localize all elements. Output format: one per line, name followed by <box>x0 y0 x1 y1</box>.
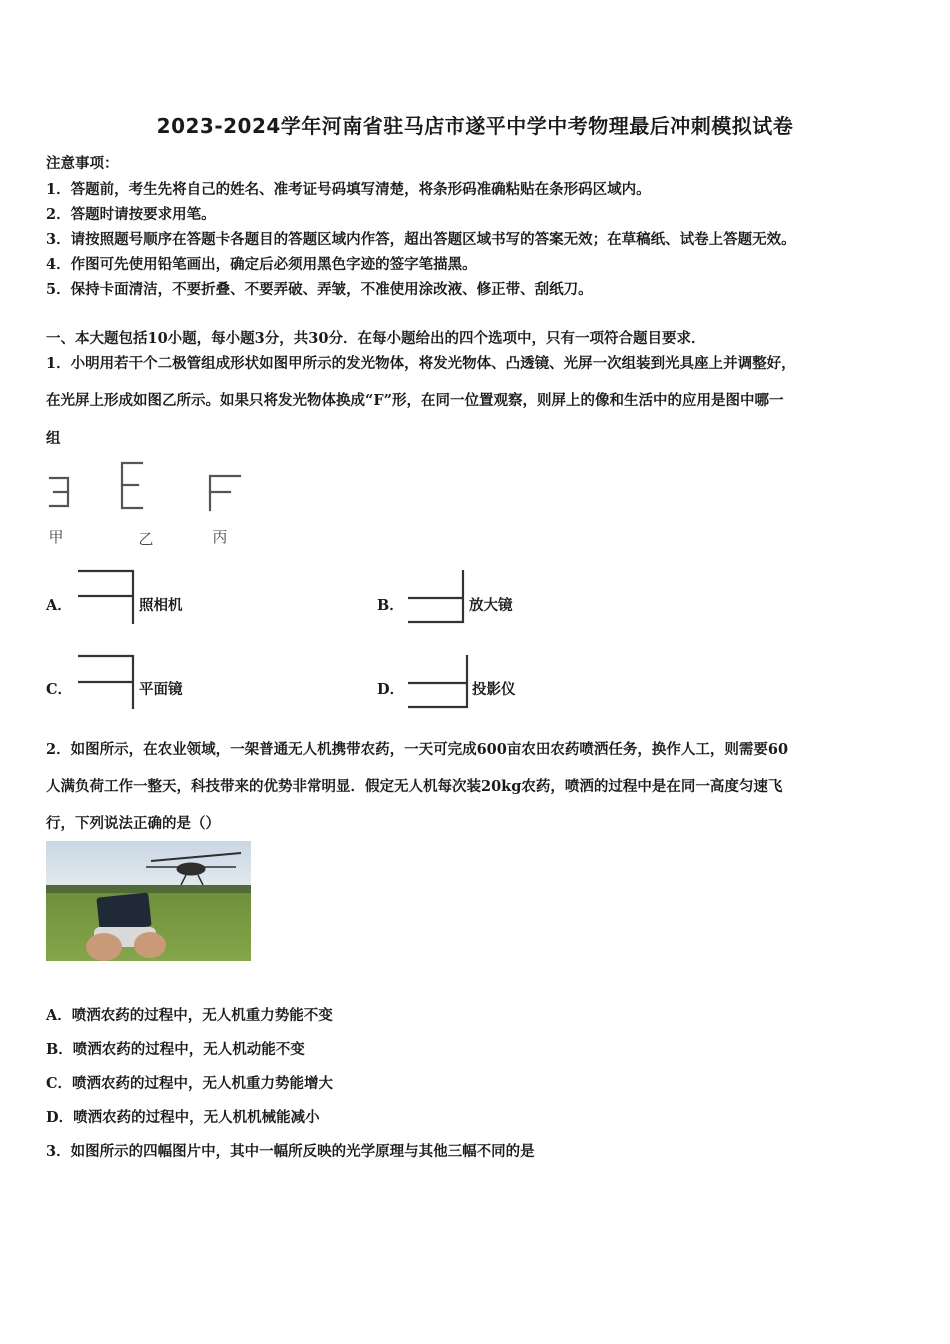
q1-option-b-text: 放大镜 <box>469 597 513 614</box>
notice-item: 2．答题时请按要求用笔。 <box>46 206 216 223</box>
q1-text-line: 组 <box>46 430 61 447</box>
figure-label-jia: 甲 <box>48 528 64 546</box>
figure-label-yi: 乙 <box>138 530 154 548</box>
notice-item: 3．请按照题号顺序在答题卡各题目的答题区域内作答，超出答题区域书写的答案无效；在草稿纸、试卷上答题无效。 <box>46 231 796 248</box>
figure-label-bing: 丙 <box>212 528 228 546</box>
q1-option-a-figure <box>76 566 138 628</box>
q2-text-line: 2．如图所示，在农业领域，一架普通无人机携带农药，一天可完成600亩农田农药喷洒任务，换作人工，则需要60 <box>46 741 789 758</box>
notice-item: 1．答题前，考生先将自己的姓名、准考证号码填写清楚，将条形码准确粘贴在条形码区域内。 <box>46 181 651 198</box>
section-heading: 一、本大题包括10小题，每小题3分，共30分．在每小题给出的四个选项中，只有一项符合题目要求． <box>46 330 706 347</box>
q1-option-d-label: D． <box>377 681 405 698</box>
q2-option: B．喷洒农药的过程中，无人机动能不变 <box>46 1041 305 1058</box>
q1-figure <box>40 458 260 553</box>
q1-option-b-figure <box>405 566 469 628</box>
q1-text-line: 在光屏上形成如图乙所示。如果只将发光物体换成“F”形，在同一位置观察，则屏上的像和生活中的应用是图中哪一 <box>46 392 784 409</box>
q2-option: A．喷洒农药的过程中，无人机重力势能不变 <box>46 1007 333 1024</box>
q1-option-b-label: B． <box>377 597 404 614</box>
q1-option-c-figure <box>76 651 138 713</box>
q2-option: C．喷洒农药的过程中，无人机重力势能增大 <box>46 1075 334 1092</box>
q1-text-line: 1．小明用若干个二极管组成形状如图甲所示的发光物体，将发光物体、凸透镜、光屏一次组装到光具座上并调整好， <box>46 355 796 372</box>
notice-heading: 注意事项： <box>46 155 119 172</box>
drone-photo <box>46 841 251 961</box>
q1-option-d-text: 投影仪 <box>472 681 516 698</box>
page-title: 2023-2024学年河南省驻马店市遂平中学中考物理最后冲刺模拟试卷 <box>156 114 794 138</box>
q2-text-line: 行，下列说法正确的是（） <box>46 815 220 832</box>
q1-option-c-text: 平面镜 <box>139 681 183 698</box>
q1-option-d-figure <box>405 651 471 713</box>
q1-option-c-label: C． <box>46 681 73 698</box>
q2-text-line: 人满负荷工作一整天，科技带来的优势非常明显．假定无人机每次装20kg农药，喷洒的过程中是在同一高度匀速飞 <box>46 778 783 795</box>
q1-option-a-label: A． <box>46 597 72 614</box>
q3-text-line: 3．如图所示的四幅图片中，其中一幅所反映的光学原理与其他三幅不同的是 <box>46 1143 535 1160</box>
q1-option-a-text: 照相机 <box>139 597 183 614</box>
notice-item: 4．作图可先使用铅笔画出，确定后必须用黑色字迹的签字笔描黑。 <box>46 256 477 273</box>
notice-item: 5．保持卡面清洁，不要折叠、不要弄破、弄皱，不准使用涂改液、修正带、刮纸刀。 <box>46 281 593 298</box>
q2-option: D．喷洒农药的过程中，无人机机械能减小 <box>46 1109 320 1126</box>
